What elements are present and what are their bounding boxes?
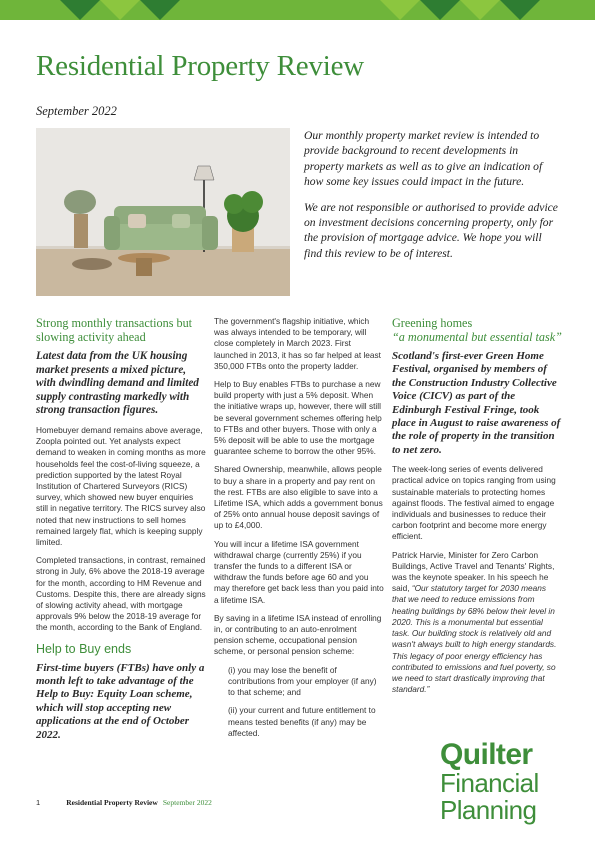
body-paragraph: The week-long series of events delivered practical advice on topics ranging from using sustainable materials to protecting homes against floods. The festival aimed to engage individuals and businesses to reduce their carbon footprint and become more energy efficient. [392, 464, 556, 542]
lead-paragraph-help-to-buy: First-time buyers (FTBs) have only a month left to take advantage of the Help to Buy: Equity Loan scheme, which will stop accepting new applications at the end of October 2022. [36, 661, 205, 741]
body-paragraph-with-quote [392, 550, 562, 696]
logo-line-2: Financial [440, 768, 539, 798]
column-2 [214, 316, 384, 746]
logo-line-1: Quilter [440, 738, 533, 771]
column-3 [392, 316, 562, 702]
body-paragraph: By saving in a lifetime ISA instead of enrolling in, or contributing to an auto-enrolment pension scheme, occupational pension scheme, or personal pension scheme: [214, 612, 382, 657]
lead-paragraph-green-festival: Scotland's first-ever Green Home Festival, organised by members of the Construction Industry Collective Voice (CICV) as part of the Edinburgh Festival Fringe, took place in August to raise awareness of the role of property in the transition to net zero. [392, 350, 561, 456]
intro-paragraph-2: We are not responsible or authorised to provide advice on investment decisions concerning property, only for the provision of mortgage advice. We hope you will find this review to be of interest. [304, 200, 558, 260]
logo-line-3: Planning [440, 795, 537, 825]
minister-quote: “Our statutory target for 2030 means that we need to reduce emissions from heating buildings by 68% below their level in 2020. This is a monumental but essential task. Our building stock is relatively old and wasn't always built to high energy standards. This legacy of poor energy efficiency has contributed to emissions and fuel poverty, so we need to start drastically improving that standard.” [392, 583, 557, 695]
footer-publication: Residential Property Review [66, 798, 158, 807]
body-paragraph: Homebuyer demand remains above average, Zoopla pointed out. Yet analysts expect demand to weaken in coming months as more households feel the cost-of-living squeeze, a prediction supported by the latest Royal Institution of Chartered Surveyors (RICS) survey, which showed new buyer enquiries still in negative territory. The RICS survey also noted that new instructions to sell homes remained largely flat, which is keeping supply limited. [36, 424, 206, 547]
list-item: (i) you may lose the benefit of contributions from your employer (if any) to that scheme; and [228, 664, 377, 698]
page-footer [36, 798, 212, 807]
intro-text [304, 128, 558, 271]
body-paragraph: Shared Ownership, meanwhile, allows people to buy a share in a property and pay rent on the rest. FTBs are also eligible to save into a Lifetime ISA, which adds a government bonus of 25% onto annual house deposit savings of up to £4,000. [214, 464, 383, 531]
page-number: 1 [36, 798, 41, 807]
heading-strong-transactions: Strong monthly transactions but slowing activity ahead [36, 316, 193, 344]
top-decorative-band [0, 0, 595, 20]
lead-paragraph-housing: Latest data from the UK housing market presents a mixed picture, with dwindling demand and limited supply contrasting markedly with strong transaction figures. [36, 350, 199, 417]
heading-greening-homes [392, 316, 562, 344]
issue-date: September 2022 [36, 104, 117, 118]
quilter-logo [440, 740, 570, 824]
heading-help-to-buy: Help to Buy ends [36, 641, 132, 656]
body-paragraph: Help to Buy enables FTBs to purchase a new build property with just a 5% deposit. When the initiative wraps up, however, there will still be several government schemes offering help to FTBs and other buyers. Those with only a 5% deposit will be able to use the mortgage guarantee scheme to borrow the other 95%. [214, 379, 382, 457]
body-paragraph: The government's flagship initiative, which was always intended to be temporary, will close completely in March 2023. First launched in 2013, it has so far helped at least 350,000 FTBs onto the property ladder. [214, 316, 381, 371]
living-room-photo [36, 128, 290, 296]
speaker-intro: Patrick Harvie, Minister for Zero Carbon Buildings, Active Travel and Tenants' Rights, was the keynote speaker. In his speech he said, [392, 549, 555, 594]
heading-greening-homes-title: Greening homes [392, 316, 473, 330]
page-title: Residential Property Review [36, 50, 365, 82]
list-item: (ii) your current and future entitlement to means tested benefits (if any) may be affected. [228, 705, 376, 738]
body-paragraph: Completed transactions, in contrast, remained strong in July, 6% above the 2018-19 average for the month, according to HM Revenue and Customs. Despite this, there are already signs of slowing activity ahead, with mortgage approvals 9% below the 2018-19 average for the month, according to the Bank of England. [36, 555, 206, 633]
column-1 [36, 316, 206, 749]
body-paragraph: You will incur a lifetime ISA government withdrawal charge (currently 25%) if you transfer the funds to a different ISA or withdraw the funds before age 60 and you may therefore get back less than you paid into a lifetime ISA. [214, 538, 384, 605]
heading-greening-homes-quote: “a monumental but essential task” [392, 330, 562, 344]
footer-date: September 2022 [162, 798, 212, 807]
intro-paragraph-1: Our monthly property market review is intended to provide background to recent developments in property markets as well as to give an indication of how some key issues could impact in the future. [304, 129, 543, 189]
